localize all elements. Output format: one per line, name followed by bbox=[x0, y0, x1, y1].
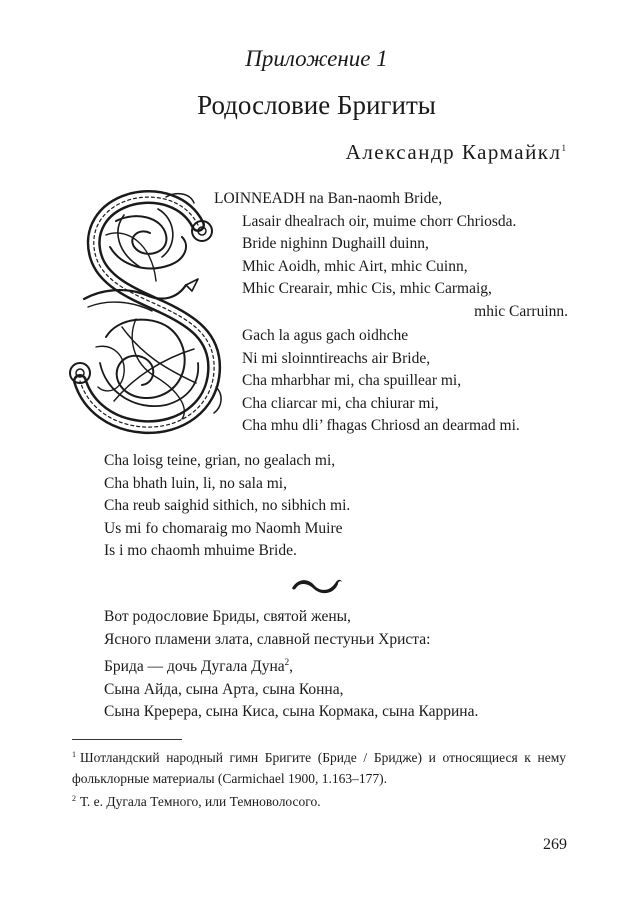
author-name bbox=[346, 140, 566, 165]
footnote-ref-1: 1 bbox=[561, 143, 566, 153]
footnote-mark: 1 bbox=[72, 750, 76, 759]
appendix-heading: Приложение 1 bbox=[245, 46, 388, 71]
author-text: Александр Кармайкл bbox=[345, 140, 562, 164]
verse-line: Us mi fo chomaraig mo Naomh Muire bbox=[104, 519, 343, 537]
footnote-mark: 2 bbox=[72, 794, 76, 803]
footnote-text: Т. е. Дугала Темного, или Темноволосого. bbox=[80, 794, 321, 809]
footnote-ref-2: 2 bbox=[284, 657, 290, 667]
verse-line: Cha bhath luin, li, no sala mi, bbox=[104, 474, 287, 492]
footnote-text: Шотландский народный гимн Бригите (Бриде / Бридже) и относящиеся к нему фольклорные материалы (Carmichael 1900, 1.163–177). bbox=[72, 750, 566, 786]
verse-line: Ясного пламени злата, славной пестуньи Христа: bbox=[104, 630, 431, 648]
celtic-drop-cap-s-icon bbox=[66, 187, 226, 437]
gaelic-stanza-1 bbox=[214, 188, 568, 323]
gaelic-stanza-3 bbox=[104, 450, 350, 563]
russian-translation bbox=[104, 606, 478, 724]
verse-line: Mhic Crearair, mhic Cis, mhic Carmaig, bbox=[242, 280, 492, 297]
chapter-title: Родословие Бригиты bbox=[197, 90, 436, 120]
verse-line: Cha mharbhar mi, cha spuillear mi, bbox=[242, 372, 462, 389]
verse-line-punct: , bbox=[289, 658, 293, 675]
verse-line: Lasair dhealrach oir, muime chorr Chriosda. bbox=[242, 212, 517, 230]
gaelic-stanza-2 bbox=[242, 325, 520, 438]
verse-line: Cha cliarcar mi, cha chiurar mi, bbox=[242, 394, 439, 412]
verse-line-turnover: mhic Carruinn. bbox=[474, 302, 568, 320]
verse-line bbox=[104, 651, 478, 679]
verse-line: Is i mo chaomh mhuime Bride. bbox=[104, 542, 297, 559]
verse-line-text: Брида — дочь Дугала Дуна bbox=[104, 658, 285, 675]
verse-line: Cha reub saighid sithich, no sibhich mi. bbox=[104, 497, 351, 514]
footnote-2 bbox=[72, 788, 566, 812]
verse-line: Cha mhu dli’ fhagas Chriosd an dearmad mi. bbox=[242, 417, 520, 434]
page-number: 269 bbox=[543, 836, 567, 853]
verse-line: Cha loisg teine, grian, no gealach mi, bbox=[104, 452, 336, 469]
verse-line: Сына Кререра, сына Киса, сына Кормака, сына Каррина. bbox=[104, 703, 479, 720]
verse-line: Ni mi sloinntireachs air Bride, bbox=[242, 349, 431, 367]
verse-line: Mhic Aoidh, mhic Airt, mhic Cuinn, bbox=[242, 257, 468, 275]
section-divider-ornament-icon bbox=[288, 574, 344, 596]
verse-line: Gach la agus gach oidhche bbox=[242, 327, 409, 344]
footnote-1 bbox=[72, 744, 566, 789]
verse-line: Bride nighinn Dughaill duinn, bbox=[242, 235, 429, 252]
verse-line: Вот родословие Бриды, святой жены, bbox=[104, 608, 351, 625]
footnote-divider bbox=[72, 739, 182, 740]
verse-line: Сына Айда, сына Арта, сына Конна, bbox=[104, 680, 344, 698]
verse-line: LOINNEADH na Ban-naomh Bride, bbox=[214, 190, 443, 207]
